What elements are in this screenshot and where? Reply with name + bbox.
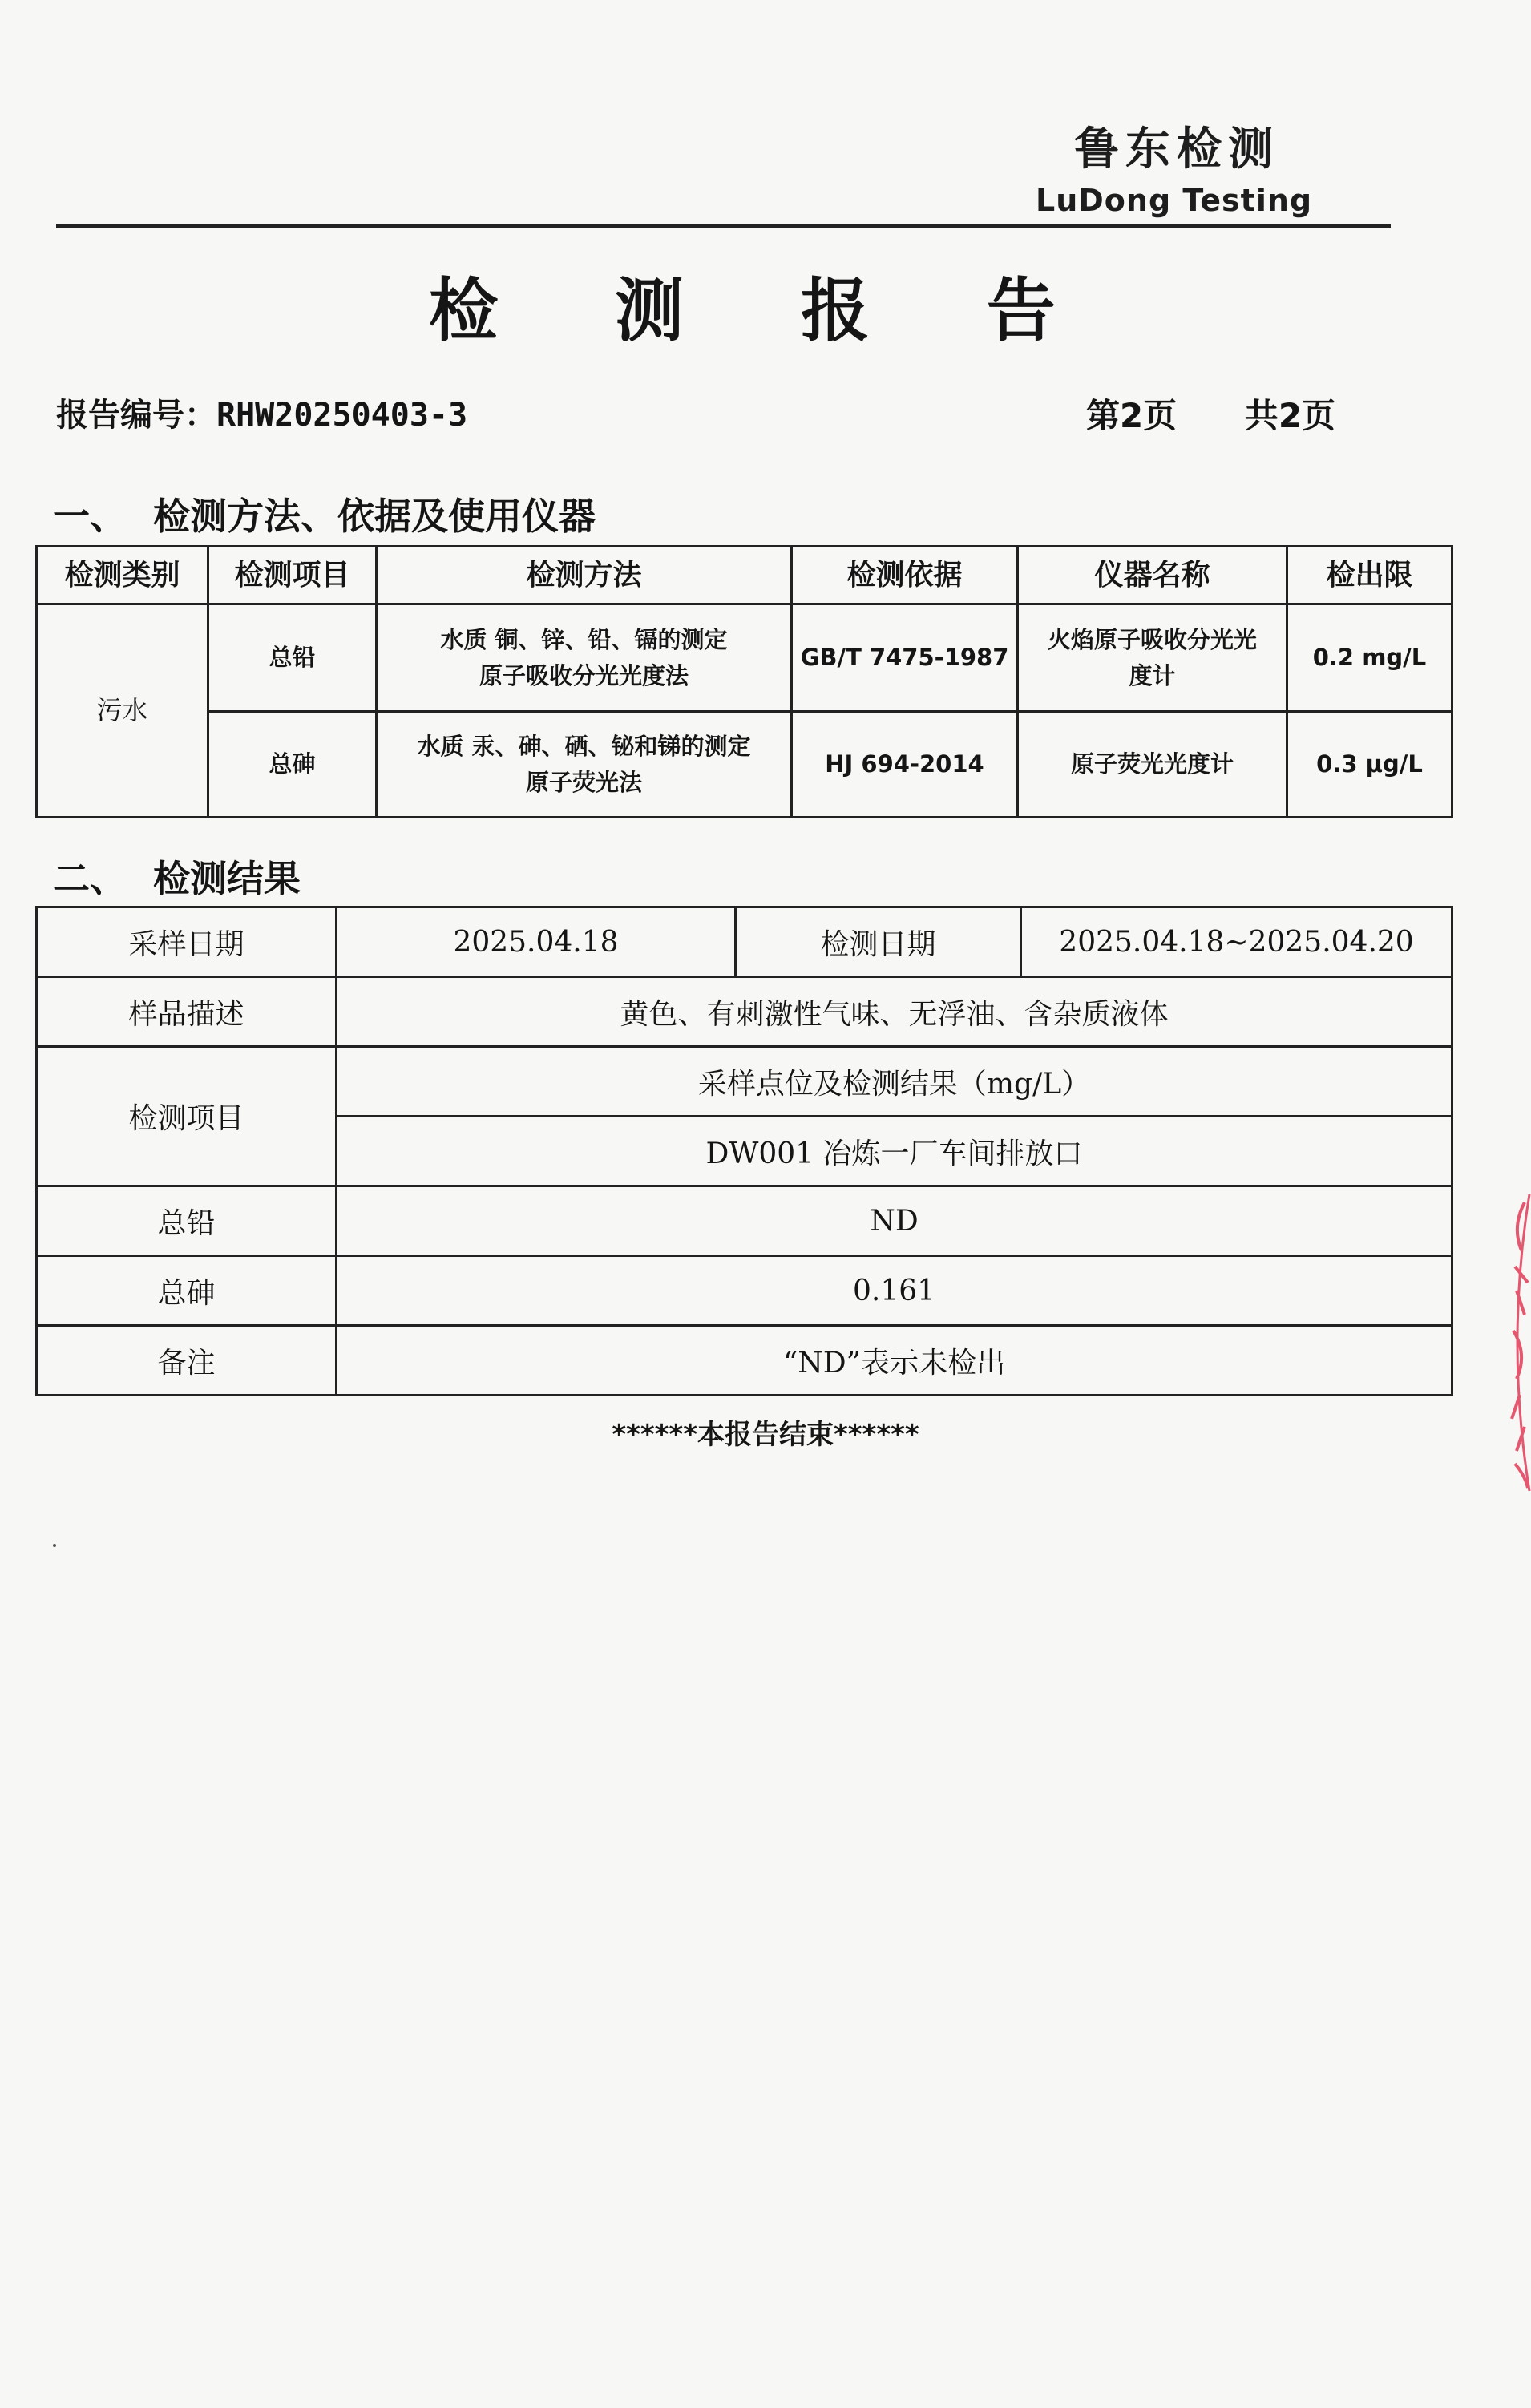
test-date-value: 2025.04.18~2025.04.20 bbox=[1021, 907, 1452, 977]
report-end-mark: ******本报告结束****** bbox=[612, 1419, 919, 1451]
instrument-cell bbox=[1018, 604, 1287, 712]
col-header-category: 检测类别 bbox=[37, 547, 208, 604]
table-row bbox=[37, 1047, 1452, 1117]
sampling-date-value: 2025.04.18 bbox=[337, 907, 736, 977]
method-line: 水质 铜、锌、铅、镉的测定 bbox=[440, 625, 728, 653]
col-header-method: 检测方法 bbox=[377, 547, 792, 604]
item-label: 检测项目 bbox=[37, 1047, 337, 1186]
sampling-location: DW001 冶炼一厂车间排放口 bbox=[337, 1117, 1452, 1186]
method-line: 原子荧光法 bbox=[525, 768, 642, 796]
basis-cell: GB/T 7475-1987 bbox=[792, 604, 1018, 712]
result-value: ND bbox=[337, 1186, 1452, 1256]
report-number bbox=[56, 390, 467, 435]
result-item: 总铅 bbox=[37, 1186, 337, 1256]
method-line: 水质 汞、砷、硒、铋和锑的测定 bbox=[417, 732, 751, 760]
basis-cell: HJ 694-2014 bbox=[792, 712, 1018, 818]
page-info bbox=[1086, 390, 1335, 438]
instrument-line: 火焰原子吸收分光光 bbox=[1047, 625, 1257, 653]
col-header-limit: 检出限 bbox=[1287, 547, 1452, 604]
table-row bbox=[37, 712, 1452, 818]
remark-value: “ND”表示未检出 bbox=[337, 1326, 1452, 1396]
table-row bbox=[37, 604, 1452, 712]
col-header-basis: 检测依据 bbox=[792, 547, 1018, 604]
stray-mark bbox=[53, 1544, 56, 1547]
sample-desc-label: 样品描述 bbox=[37, 977, 337, 1047]
result-value: 0.161 bbox=[337, 1256, 1452, 1326]
method-line: 原子吸收分光光度法 bbox=[479, 661, 689, 689]
method-cell bbox=[377, 712, 792, 818]
page-total: 共2页 bbox=[1244, 396, 1336, 435]
instrument-line: 度计 bbox=[1129, 661, 1176, 689]
sample-desc-value: 黄色、有刺激性气味、无浮油、含杂质液体 bbox=[337, 977, 1452, 1047]
seal-stamp-fragment bbox=[1501, 1194, 1531, 1491]
section-number: 二、 bbox=[53, 857, 127, 900]
section-heading: 检测结果 bbox=[153, 857, 301, 900]
table-row bbox=[37, 1186, 1452, 1256]
page-current: 第2页 bbox=[1086, 396, 1178, 435]
header-divider bbox=[56, 224, 1391, 228]
table-row bbox=[37, 1326, 1452, 1396]
section-title-results bbox=[53, 850, 301, 903]
category-cell: 污水 bbox=[37, 604, 208, 818]
result-header: 采样点位及检测结果（mg/L） bbox=[337, 1047, 1452, 1117]
limit-cell: 0.3 μg/L bbox=[1287, 712, 1452, 818]
instrument-cell: 原子荧光光度计 bbox=[1018, 712, 1287, 818]
method-cell bbox=[377, 604, 792, 712]
company-logo-english: LuDong Testing bbox=[1036, 183, 1313, 218]
report-number-label: 报告编号： bbox=[56, 397, 216, 434]
col-header-item: 检测项目 bbox=[208, 547, 377, 604]
remark-label: 备注 bbox=[37, 1326, 337, 1396]
test-date-label: 检测日期 bbox=[736, 907, 1021, 977]
table-row bbox=[37, 1256, 1452, 1326]
item-cell: 总砷 bbox=[208, 712, 377, 818]
result-item: 总砷 bbox=[37, 1256, 337, 1326]
sampling-date-label: 采样日期 bbox=[37, 907, 337, 977]
limit-cell: 0.2 mg/L bbox=[1287, 604, 1452, 712]
company-logo-chinese: 鲁东检测 bbox=[1074, 123, 1279, 176]
report-number-value: RHW20250403-3 bbox=[216, 397, 468, 434]
item-cell: 总铅 bbox=[208, 604, 377, 712]
section-heading: 检测方法、依据及使用仪器 bbox=[153, 495, 596, 538]
section-number: 一、 bbox=[53, 495, 127, 538]
section-title-methods bbox=[53, 487, 596, 540]
col-header-instrument: 仪器名称 bbox=[1018, 547, 1287, 604]
results-table bbox=[35, 906, 1453, 1396]
document-title: 检 测 报 告 bbox=[429, 271, 1102, 351]
table-row bbox=[37, 977, 1452, 1047]
methods-table bbox=[35, 545, 1453, 818]
table-row bbox=[37, 907, 1452, 977]
